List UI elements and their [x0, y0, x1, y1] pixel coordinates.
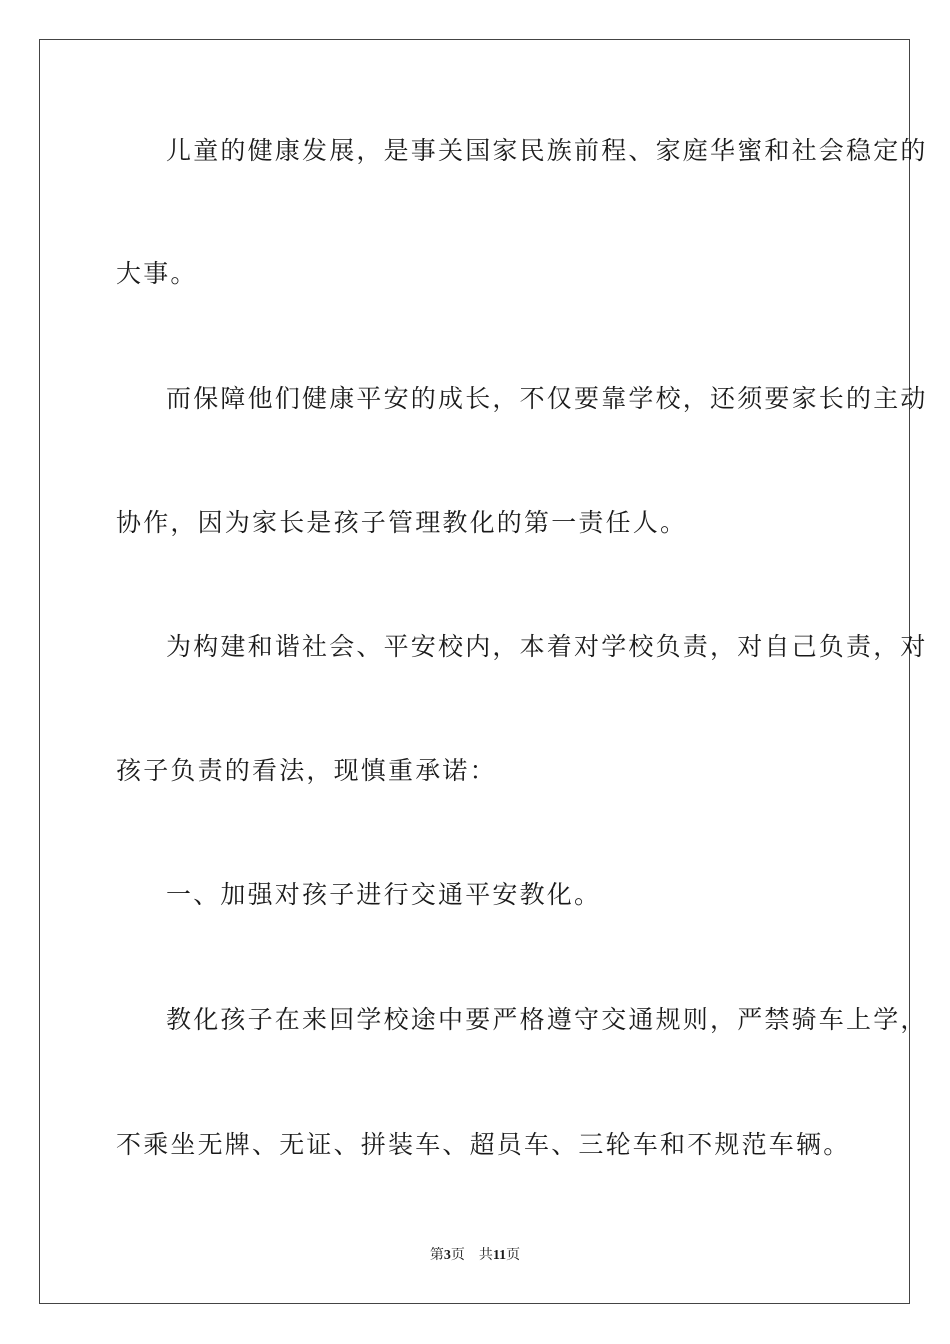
paragraph-5-line-2: 不乘坐无牌、无证、拼装车、超员车、三轮车和不规范车辆。	[116, 1130, 851, 1159]
page-frame	[39, 39, 910, 1304]
paragraph-1-line-1: 儿童的健康发展，是事关国家民族前程、家庭华蜜和社会稳定的	[166, 136, 928, 165]
total-prefix: 共	[478, 1247, 493, 1263]
paragraph-3-line-1: 为构建和谐社会、平安校内，本着对学校负责，对自己负责，对	[166, 632, 928, 661]
page-number: 3	[443, 1248, 451, 1263]
paragraph-2-line-2: 协作，因为家长是孩子管理教化的第一责任人。	[116, 508, 688, 537]
paragraph-5-line-1: 教化孩子在来回学校途中要严格遵守交通规则，严禁骑车上学，	[166, 1005, 928, 1034]
page-prefix: 第	[429, 1247, 444, 1263]
page-suffix: 页	[450, 1247, 465, 1263]
page-footer	[0, 1246, 950, 1265]
paragraph-1-line-2: 大事。	[116, 259, 198, 288]
total-pages: 11	[492, 1248, 507, 1263]
total-suffix: 页	[506, 1247, 521, 1263]
paragraph-4-line-1: 一、加强对孩子进行交通平安教化。	[166, 880, 602, 909]
paragraph-2-line-1: 而保障他们健康平安的成长，不仅要靠学校，还须要家长的主动	[166, 384, 928, 413]
paragraph-3-line-2: 孩子负责的看法，现慎重承诺：	[116, 756, 497, 785]
